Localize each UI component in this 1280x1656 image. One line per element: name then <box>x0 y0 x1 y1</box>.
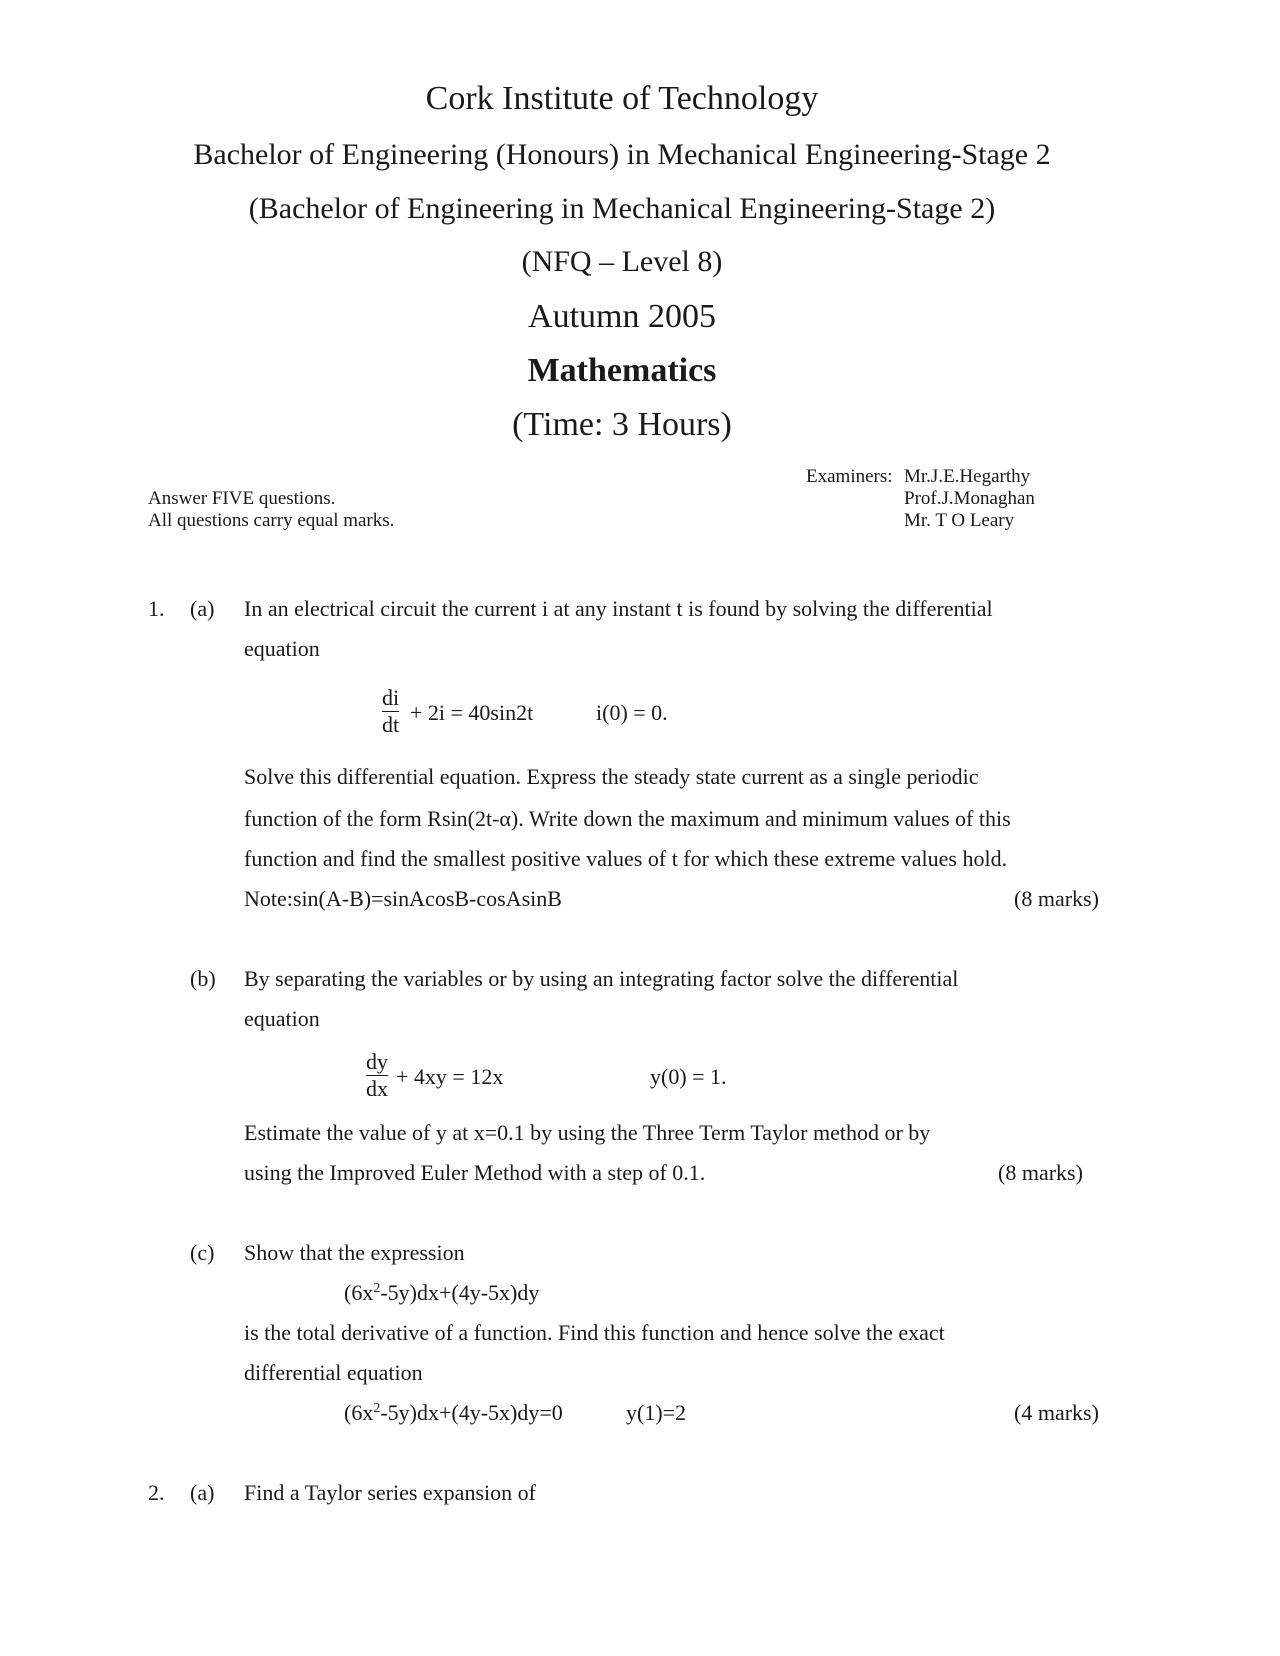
q2a-intro: Find a Taylor series expansion of <box>244 1480 536 1505</box>
fraction-denominator: dt <box>382 712 400 737</box>
fraction-numerator: dy <box>366 1049 388 1074</box>
q1a-initial-condition: i(0) = 0. <box>596 700 668 725</box>
exam-term: Autumn 2005 <box>528 298 716 335</box>
examiner-name: Prof.J.Monaghan <box>904 488 1035 509</box>
instructions-line-2: All questions carry equal marks. <box>148 510 395 531</box>
q1a-derivative-fraction <box>382 686 399 737</box>
part-label: (c) <box>190 1240 215 1265</box>
q1a-intro-line-2: equation <box>244 636 320 661</box>
q1c-marks: (4 marks) <box>1014 1400 1099 1425</box>
q1b-derivative-fraction <box>366 1050 388 1101</box>
q1a-equation: + 2i = 40sin2t <box>410 700 534 725</box>
q1a-text-line-2: function of the form Rsin(2t-α). Write down the maximum and minimum values of this <box>244 806 1011 831</box>
institution-title: Cork Institute of Technology <box>425 80 819 117</box>
part-label: (a) <box>190 596 215 621</box>
examiner-name: Mr. T O Leary <box>904 510 1015 531</box>
q1a-marks: (8 marks) <box>1014 886 1099 911</box>
q1c-equation: $(6x^2-5y)dx+(4y-5x)dy=0$ <box>344 1400 563 1425</box>
exam-duration: (Time: 3 Hours) <box>512 406 732 443</box>
instructions-line-1: Answer FIVE questions. <box>148 488 336 509</box>
q1a-note: Note:sin(A-B)=sinAcosB-cosAsinB <box>244 886 562 911</box>
part-label: (b) <box>190 966 216 991</box>
examiners-label: Examiners: <box>806 466 893 487</box>
q1c-intro: Show that the expression <box>244 1240 465 1265</box>
part-label: (a) <box>190 1480 215 1505</box>
q1b-intro-line-2: equation <box>244 1006 320 1031</box>
q1b-intro-line-1: By separating the variables or by using an integrating factor solve the differential <box>244 966 959 991</box>
q1a-text-line-1: Solve this differential equation. Express the steady state current as a single periodic <box>244 764 979 789</box>
q1b-marks: (8 marks) <box>998 1160 1083 1185</box>
subject-title: Mathematics <box>527 352 717 389</box>
fraction-denominator: dx <box>366 1076 388 1101</box>
question-number: 1. <box>148 596 165 621</box>
q1c-initial-condition: y(1)=2 <box>626 1400 687 1425</box>
q1b-text-line-2: using the Improved Euler Method with a step of 0.1. <box>244 1160 706 1185</box>
question-number: 2. <box>148 1480 165 1505</box>
q1b-equation: + 4xy = 12x <box>396 1064 504 1089</box>
q1c-expression: $(6x^2-5y)dx+(4y-5x)dy$ <box>344 1280 540 1305</box>
q1c-text-line-2: differential equation <box>244 1360 423 1385</box>
q1b-initial-condition: y(0) = 1. <box>650 1064 727 1089</box>
q1a-intro-line-1: In an electrical circuit the current i at any instant t is found by solving the differential <box>244 596 993 621</box>
q1c-text-line-1: is the total derivative of a function. Find this function and hence solve the exact <box>244 1320 945 1345</box>
nfq-level: (NFQ – Level 8) <box>521 245 723 278</box>
q1a-text-line-3: function and find the smallest positive values of t for which these extreme values hold. <box>244 846 1008 871</box>
examiner-name: Mr.J.E.Hegarthy <box>904 466 1031 487</box>
programme-title: Bachelor of Engineering (Honours) in Mechanical Engineering-Stage 2 <box>193 138 1051 171</box>
q1b-text-line-1: Estimate the value of y at x=0.1 by using the Three Term Taylor method or by <box>244 1120 931 1145</box>
fraction-numerator: di <box>382 685 400 710</box>
programme-alt-title: (Bachelor of Engineering in Mechanical Engineering-Stage 2) <box>248 192 996 225</box>
